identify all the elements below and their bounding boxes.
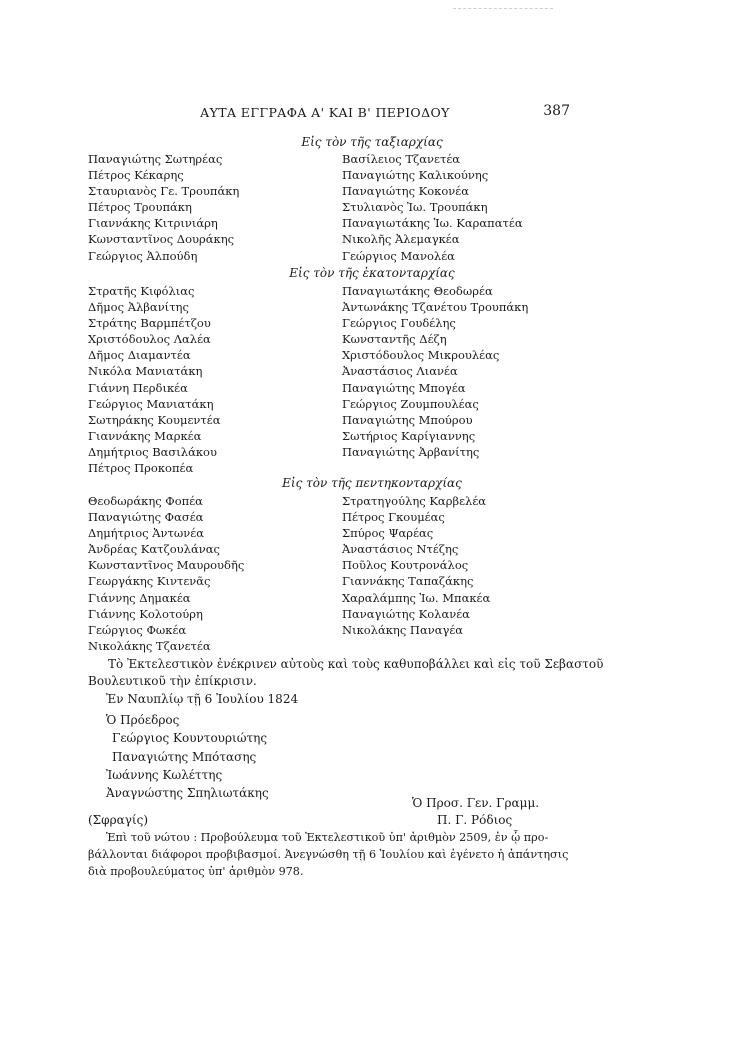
seal-label: (Σφραγίς) — [88, 813, 149, 827]
list-item: Σταυριανὸς Γε. Τρουπάκη — [88, 184, 240, 199]
names-left-ekatontarchia — [88, 283, 220, 476]
list-item: Παναγιώτης Μπογέα — [342, 380, 466, 395]
names-left-taxiarchia — [88, 151, 239, 264]
list-item: Πέτρος Προκοπέα — [88, 461, 194, 476]
list-item: Ἀντωνάκης Τζανέτου Τρουπάκη — [342, 300, 529, 315]
list-item: Γιαννάκης Ταπαζάκης — [342, 574, 474, 589]
list-item: Κωνσταντῖνος Δουράκης — [88, 232, 235, 247]
list-item: Στρατῆς Κιφόλιας — [88, 284, 195, 298]
names-right-pentikontarchia — [342, 493, 490, 638]
list-item: Ἀναστάσιος Λιανέα — [342, 364, 458, 379]
list-item: Παναγιώτης Ἀρβανίτης — [342, 444, 480, 459]
list-item: Παναγιωτάκης Ἰω. Καραπατέα — [342, 216, 523, 231]
secretary-name: Π. Γ. Ρόδιος — [437, 813, 513, 827]
list-item: Γιαννάκης Κιτρινιάρη — [88, 216, 218, 231]
list-item: Θεοδωράκης Φοπέα — [88, 494, 203, 508]
list-item: Γεώργιος Μανιατάκη — [88, 396, 214, 411]
list-item: Ποῦλος Κουτρονάλος — [342, 558, 469, 573]
footnote-line-2: βάλλονται διάφοροι προβιβασμοί. Ἀνεγνώσθη τῇ 6 Ἰουλίου καὶ ἐγένετο ἡ ἀπάντησις — [88, 848, 569, 861]
page-header — [80, 105, 570, 125]
list-item: Γιαννάκης Μαρκέα — [88, 428, 202, 443]
running-title: ΑΥΤΑ ΕΓΓΡΑΦΑ Α' ΚΑΙ Β' ΠΕΡΙΟΔΟΥ — [200, 105, 450, 120]
list-item: Πέτρος Κέκαρης — [88, 168, 184, 183]
section-title-pentikontarchia: Εἰς τὸν τῆς πεντηκονταρχίας — [282, 476, 462, 490]
paragraph-line-2: Βουλευτικοῦ τὴν ἐπίκρισιν. — [88, 674, 257, 688]
signature-line: Ἀναγνώστης Σπηλιωτάκης — [106, 786, 269, 800]
list-item: Γεώργιος Ἀλπούδη — [88, 248, 198, 263]
list-item: Βασίλειος Τζανετέα — [342, 152, 461, 166]
list-item: Ἀνδρέας Κατζουλάνας — [88, 542, 220, 557]
list-item: Παναγιωτάκης Θεοδωρέα — [342, 284, 493, 298]
list-item: Παναγιώτης Σωτηρέας — [88, 152, 223, 166]
list-item: Δῆμος Διαμαντέα — [88, 348, 191, 363]
list-item: Γεώργιος Γουδέλης — [342, 316, 456, 331]
list-item: Δῆμος Ἀλβανίτης — [88, 300, 189, 315]
signature-president-title: Ὁ Πρόεδρος — [106, 713, 180, 727]
names-right-ekatontarchia — [342, 283, 528, 460]
list-item: Παναγιώτης Κοκονέα — [342, 184, 469, 199]
signature-line: Ἰωάννης Κωλέττης — [106, 768, 223, 782]
date-line: Ἐν Ναυπλίῳ τῇ 6 Ἰουλίου 1824 — [106, 692, 299, 706]
list-item: Γιάννη Περδικέα — [88, 380, 188, 395]
list-item: Χριστόδουλος Μικρουλέας — [342, 348, 500, 363]
list-item: Νικόλα Μανιατάκη — [88, 364, 203, 379]
list-item: Κωνσταντῖνος Μαυρουδῆς — [88, 558, 245, 573]
names-left-pentikontarchia — [88, 493, 244, 654]
list-item: Παναγιώτης Κολανέα — [342, 606, 470, 621]
list-item: Παναγιώτης Μπούρου — [342, 412, 473, 427]
list-item: Στρατηγούλης Καρβελέα — [342, 494, 487, 508]
scan-artifact-line — [453, 8, 553, 10]
list-item: Νικολάκης Παναγέα — [342, 622, 464, 637]
list-item: Γιάννης Κολοτούρη — [88, 606, 203, 621]
list-item: Παναγιώτης Φασέα — [88, 510, 204, 525]
list-item: Πέτρος Γκουμέας — [342, 510, 445, 525]
list-item: Χριστόδουλος Λαλέα — [88, 332, 211, 347]
section-title-ekatontarchia: Εἰς τὸν τῆς ἑκατονταρχίας — [289, 266, 455, 280]
list-item: Γεώργιος Ζουμπουλέας — [342, 396, 479, 411]
list-item: Σωτήριος Καρίγιαννης — [342, 428, 476, 443]
list-item: Σπύρος Ψαρέας — [342, 526, 434, 541]
list-item: Νικολῆς Ἀλεμαγκέα — [342, 232, 460, 247]
footnote-line-1: Ἐπὶ τοῦ νώτου : Προβούλευμα τοῦ Ἐκτελεστικοῦ ὑπ' ἀριθμὸν 2509, ἐν ᾧ προ- — [106, 831, 549, 844]
list-item: Στράτης Βαρμπέτζου — [88, 316, 211, 331]
list-item: Σωτηράκης Κουμεντέα — [88, 412, 221, 427]
list-item: Πέτρος Τρουπάκη — [88, 200, 192, 215]
names-right-taxiarchia — [342, 151, 523, 264]
section-title-taxiarchia: Εἰς τὸν τῆς ταξιαρχίας — [301, 135, 443, 149]
list-item: Στυλιανὸς Ἰω. Τρουπάκη — [342, 200, 488, 215]
signature-line: Γεώργιος Κουντουριώτης — [112, 731, 268, 745]
list-item: Γεώργιος Φωκέα — [88, 622, 187, 637]
page-number: 387 — [543, 103, 570, 119]
list-item: Χαραλάμπης Ἰω. Μπακέα — [342, 590, 491, 605]
list-item: Νικολάκης Τζανετέα — [88, 638, 211, 653]
list-item: Δημήτριος Βασιλάκου — [88, 444, 217, 459]
list-item: Γιάννης Δημακέα — [88, 590, 191, 605]
footnote-line-3: διὰ προβουλεύματος ὑπ' ἀριθμὸν 978. — [88, 865, 304, 878]
paragraph-line-1: Τὸ Ἐκτελεστικὸν ἐνέκρινεν αὐτοὺς καὶ τοὺς καθυποβάλλει καὶ εἰς τοῦ Σεβαστοῦ — [108, 657, 604, 671]
list-item: Γεωργάκης Κιντενᾶς — [88, 574, 211, 589]
secretary-title: Ὁ Προσ. Γεν. Γραμμ. — [412, 796, 540, 810]
list-item: Παναγιώτης Καλικούνης — [342, 168, 489, 183]
list-item: Δημήτριος Ἀντωνέα — [88, 526, 204, 541]
list-item: Ἀναστάσιος Ντέζης — [342, 542, 459, 557]
list-item: Κωνσταντῆς Δέζη — [342, 332, 447, 347]
list-item: Γεώργιος Μανολέα — [342, 248, 455, 263]
signature-line: Παναγιώτης Μπότασης — [112, 750, 257, 764]
